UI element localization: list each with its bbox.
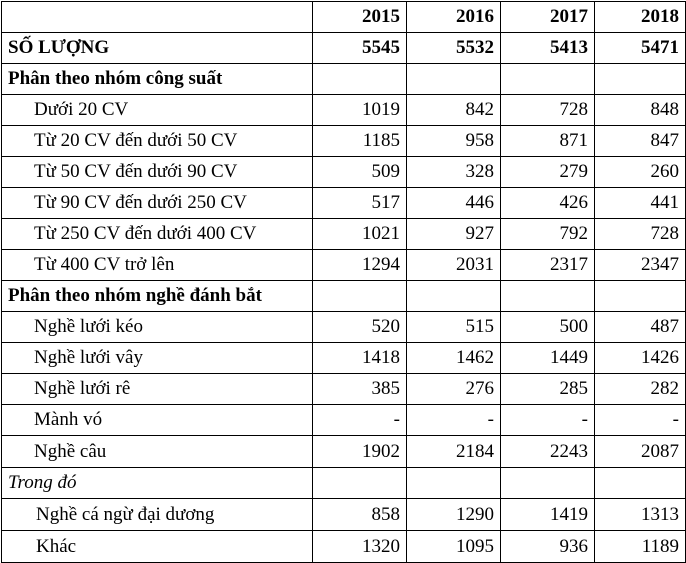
cell-value: 1426 [595,343,686,374]
cell-value: 1019 [313,95,407,126]
cell-value: 517 [313,188,407,219]
total-row [2,33,686,64]
row-label: Nghề lưới rê [2,374,313,405]
cell-value: 927 [407,219,501,250]
cell-value: 1095 [407,531,501,563]
empty-cell [407,281,501,312]
total-value: 5413 [501,33,595,64]
cell-value: 858 [313,499,407,531]
table-row [2,499,686,531]
cell-value: 446 [407,188,501,219]
cell-value: 871 [501,126,595,157]
empty-cell [501,64,595,95]
row-label: Nghề lưới kéo [2,312,313,343]
cell-value: 1419 [501,499,595,531]
row-label: Khác [2,531,313,563]
cell-value: 1313 [595,499,686,531]
cell-value: 500 [501,312,595,343]
cell-value: 509 [313,157,407,188]
cell-value: 2347 [595,250,686,281]
table-row [2,436,686,468]
total-label: SỐ LƯỢNG [2,33,313,64]
section-label: Phân theo nhóm nghề đánh bắt [2,281,313,312]
year-header: 2018 [595,2,686,33]
total-value: 5471 [595,33,686,64]
section-row-of-which [2,468,686,499]
cell-value: 285 [501,374,595,405]
cell-value: 260 [595,157,686,188]
cell-value: 2031 [407,250,501,281]
empty-cell [595,468,686,499]
cell-value: 2243 [501,436,595,468]
cell-value: 1290 [407,499,501,531]
year-header: 2016 [407,2,501,33]
table-row [2,126,686,157]
section-label: Phân theo nhóm công suất [2,64,313,95]
cell-value: 958 [407,126,501,157]
total-value: 5545 [313,33,407,64]
row-label: Từ 50 CV đến dưới 90 CV [2,157,313,188]
row-label: Nghề cá ngừ đại dương [2,499,313,531]
empty-cell [313,281,407,312]
section-row-power [2,64,686,95]
row-label: Dưới 20 CV [2,95,313,126]
cell-value: 276 [407,374,501,405]
fishing-vessel-table [1,1,686,563]
table-row [2,312,686,343]
empty-cell [595,281,686,312]
table-row [2,374,686,405]
cell-value: 282 [595,374,686,405]
cell-value: - [595,405,686,436]
cell-value: 728 [501,95,595,126]
row-label: Nghề câu [2,436,313,468]
total-value: 5532 [407,33,501,64]
cell-value: 1902 [313,436,407,468]
empty-cell [313,64,407,95]
cell-value: 520 [313,312,407,343]
row-label: Từ 250 CV đến dưới 400 CV [2,219,313,250]
empty-cell [407,468,501,499]
table-row [2,405,686,436]
cell-value: 792 [501,219,595,250]
cell-value: 1320 [313,531,407,563]
cell-value: 1021 [313,219,407,250]
cell-value: 1294 [313,250,407,281]
cell-value: 1189 [595,531,686,563]
cell-value: 441 [595,188,686,219]
cell-value: - [313,405,407,436]
cell-value: 2184 [407,436,501,468]
empty-cell [501,281,595,312]
section-row-gear [2,281,686,312]
table-row [2,343,686,374]
empty-cell [313,468,407,499]
year-header: 2017 [501,2,595,33]
cell-value: 848 [595,95,686,126]
header-row [2,2,686,33]
cell-value: 1185 [313,126,407,157]
cell-value: 728 [595,219,686,250]
cell-value: 842 [407,95,501,126]
year-header: 2015 [313,2,407,33]
cell-value: 279 [501,157,595,188]
cell-value: 1462 [407,343,501,374]
empty-cell [501,468,595,499]
cell-value: 328 [407,157,501,188]
table-row [2,531,686,563]
empty-cell [595,64,686,95]
cell-value: 936 [501,531,595,563]
row-label: Nghề lưới vây [2,343,313,374]
table-row [2,219,686,250]
table-row [2,157,686,188]
header-empty-cell [2,2,313,33]
empty-cell [407,64,501,95]
cell-value: - [407,405,501,436]
row-label: Mành vó [2,405,313,436]
table-row [2,250,686,281]
cell-value: 515 [407,312,501,343]
cell-value: 1418 [313,343,407,374]
row-label: Từ 400 CV trở lên [2,250,313,281]
row-label: Từ 90 CV đến dưới 250 CV [2,188,313,219]
cell-value: 487 [595,312,686,343]
cell-value: 847 [595,126,686,157]
cell-value: 2087 [595,436,686,468]
cell-value: 1449 [501,343,595,374]
section-label: Trong đó [2,468,313,499]
cell-value: 2317 [501,250,595,281]
table-row [2,95,686,126]
cell-value: - [501,405,595,436]
table-row [2,188,686,219]
cell-value: 426 [501,188,595,219]
row-label: Từ 20 CV đến dưới 50 CV [2,126,313,157]
cell-value: 385 [313,374,407,405]
